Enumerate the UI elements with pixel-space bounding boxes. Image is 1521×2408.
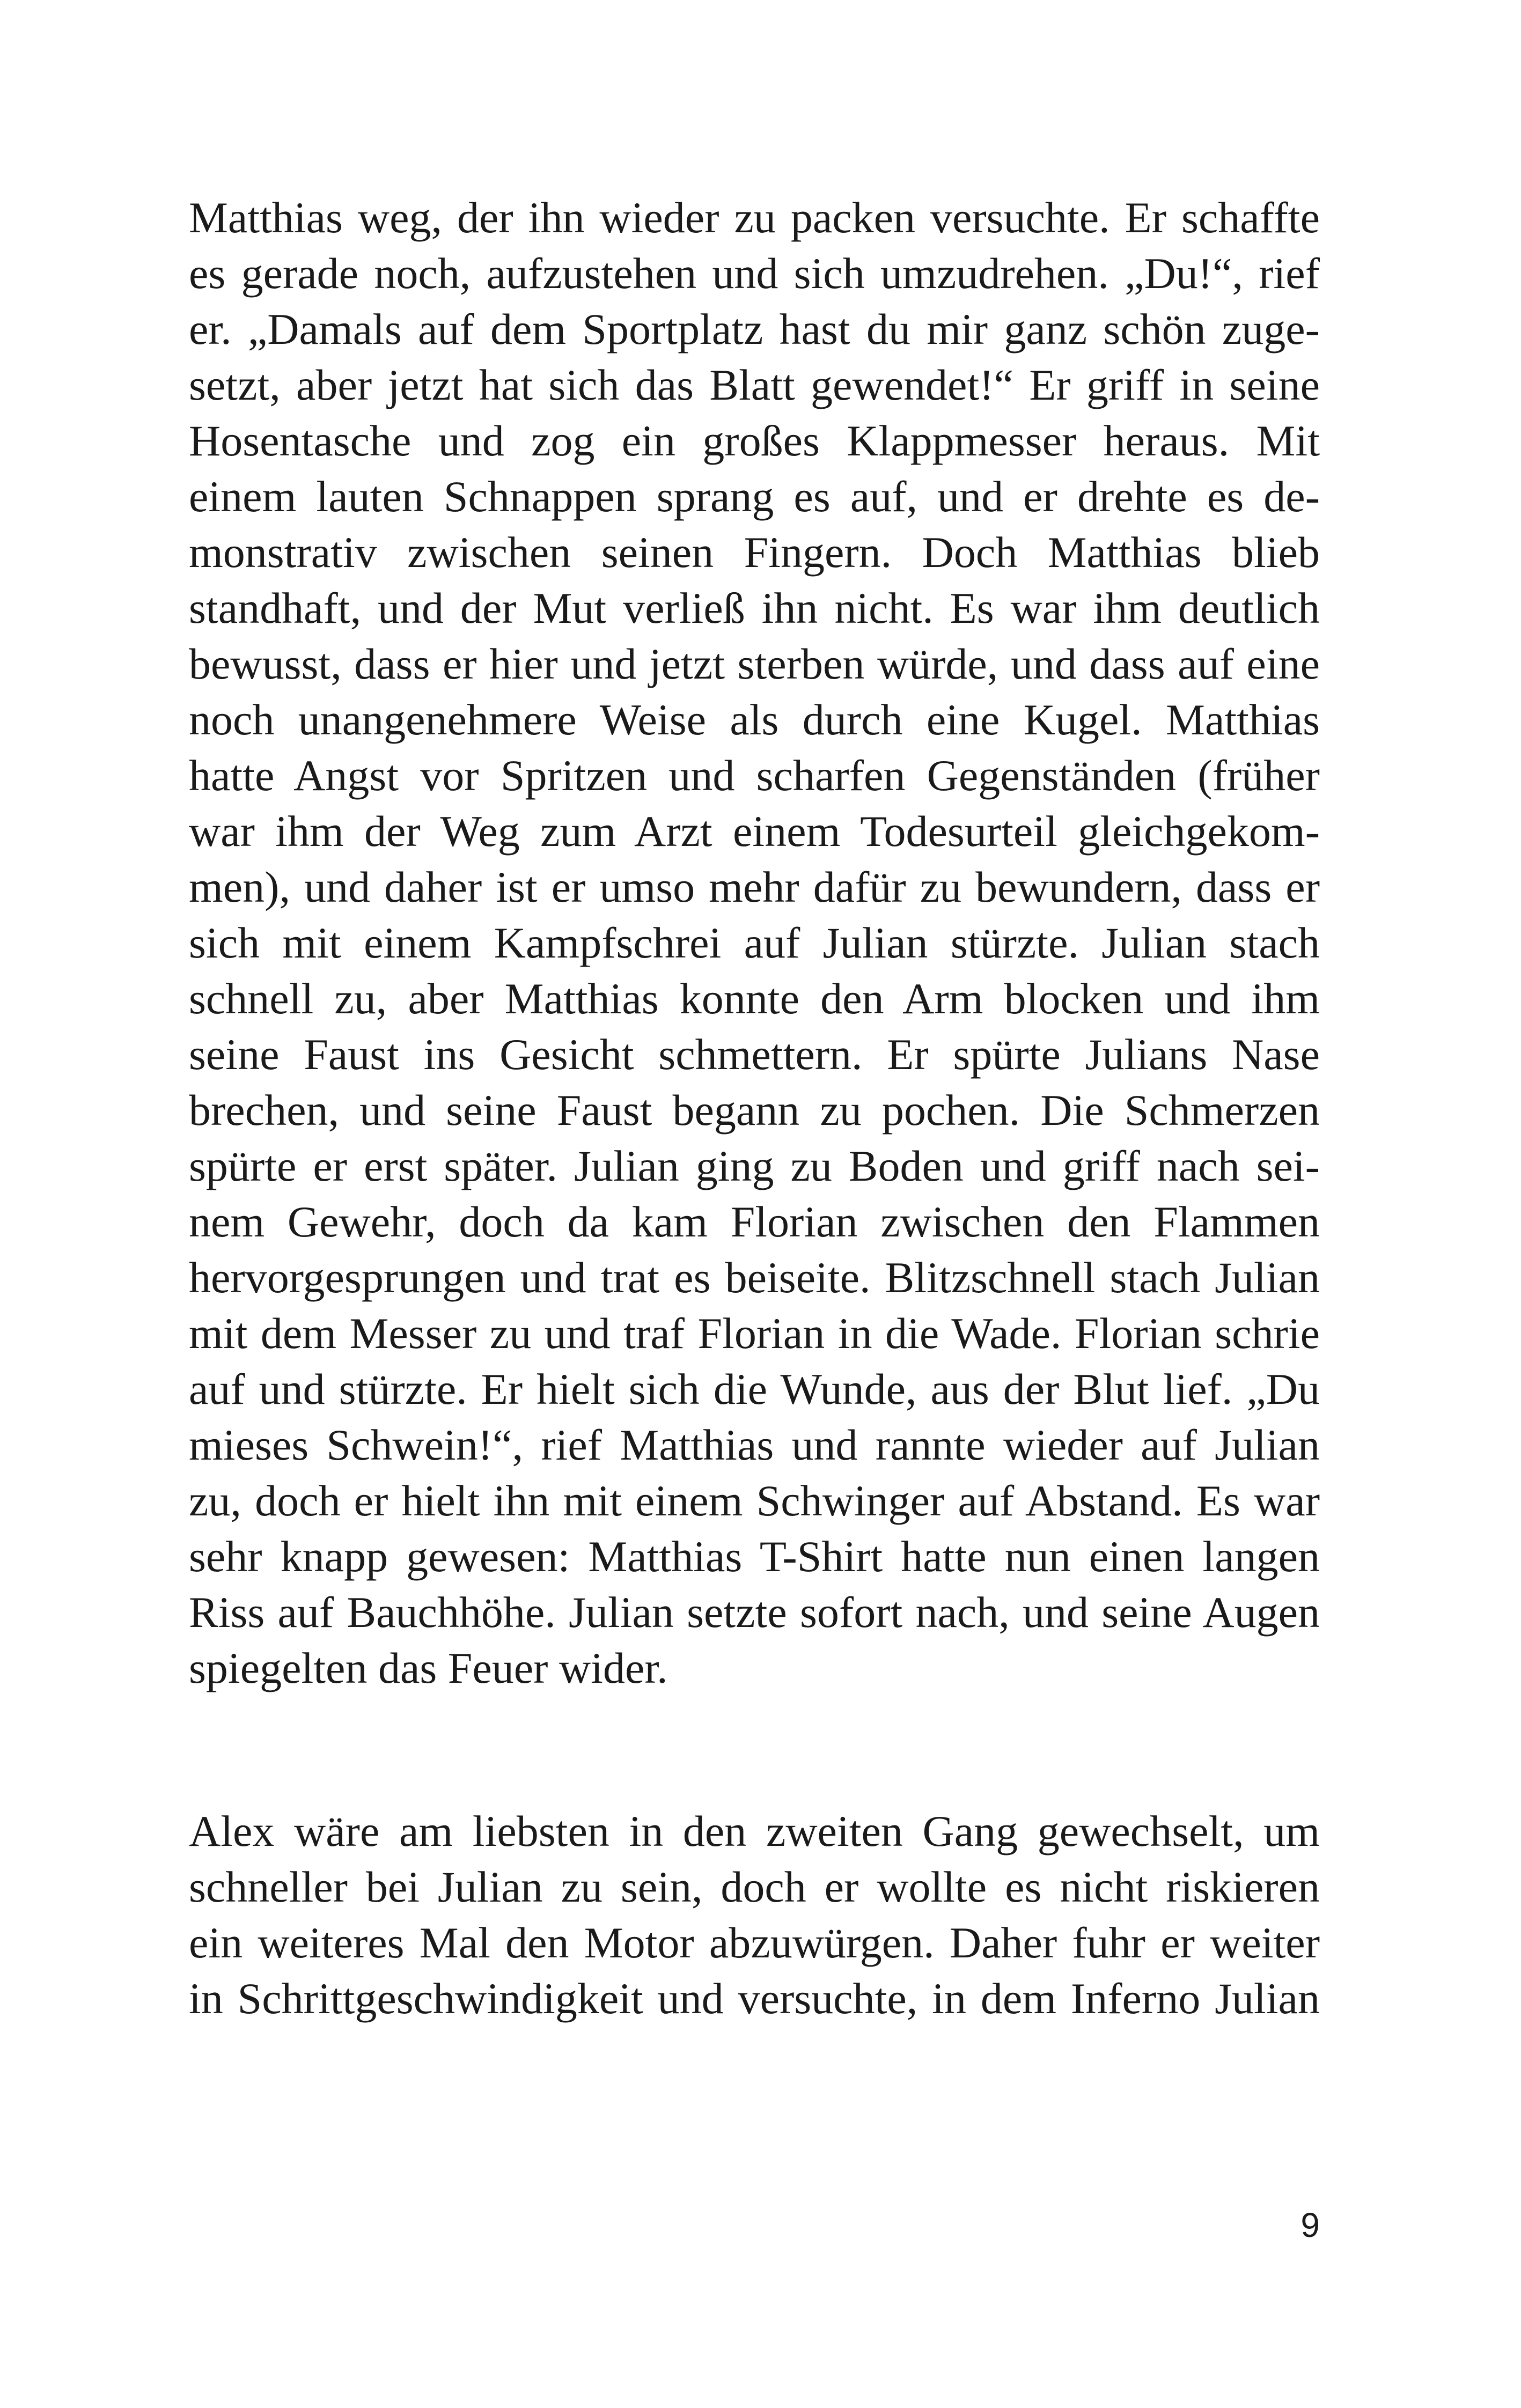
text-line: hervorgesprungen und trat es beiseite. Blitzschnell stach Julian [189,1253,1320,1302]
text-line: bewusst, dass er hier und jetzt sterben würde, und dass auf eine [189,639,1320,688]
text-line: ein weiteres Mal den Motor abzuwürgen. Daher fuhr er weiter [189,1918,1320,1967]
page-number: 9 [1300,2206,1320,2244]
text-line: mieses Schwein!“, rief Matthias und rannte wieder auf Julian [189,1420,1320,1469]
text-line: brechen, und seine Faust begann zu pochen. Die Schmerzen [189,1086,1320,1135]
text-line: Matthias weg, der ihn wieder zu packen versuchte. Er schaffte [189,193,1320,242]
text-line: zu, doch er hielt ihn mit einem Schwinger auf Abstand. Es war [189,1476,1320,1525]
text-line: einem lauten Schnappen sprang es auf, und er drehte es de- [189,472,1320,521]
text-line: in Schrittgeschwindigkeit und versuchte, in dem Inferno Julian [189,1974,1320,2023]
text-line: nem Gewehr, doch da kam Florian zwischen den Flammen [189,1197,1320,1246]
text-line: men), und daher ist er umso mehr dafür zu bewundern, dass er [189,863,1320,911]
text-line: spürte er erst später. Julian ging zu Boden und griff nach sei- [189,1142,1320,1190]
text-line: Riss auf Bauchhöhe. Julian setzte sofort nach, und seine Augen [189,1588,1320,1637]
text-line: es gerade noch, aufzustehen und sich umzudrehen. „Du!“, rief [189,249,1320,298]
text-line: auf und stürzte. Er hielt sich die Wunde, aus der Blut lief. „Du [189,1365,1320,1413]
text-line: hatte Angst vor Spritzen und scharfen Gegenständen (früher [189,751,1320,800]
text-line: spiegelten das Feuer wider. [189,1644,668,1692]
paragraph-2 [189,1803,1320,2027]
text-line: er. „Damals auf dem Sportplatz hast du mir ganz schön zuge- [189,305,1320,354]
text-line: Hosentasche und zog ein großes Klappmesser heraus. Mit [189,416,1320,465]
text-line: monstrativ zwischen seinen Fingern. Doch Matthias blieb [189,528,1320,577]
text-line: seine Faust ins Gesicht schmettern. Er spürte Julians Nase [189,1030,1320,1079]
text-line: mit dem Messer zu und traf Florian in die Wade. Florian schrie [189,1309,1320,1358]
text-line: schneller bei Julian zu sein, doch er wollte es nicht riskieren [189,1862,1320,1911]
text-line: war ihm der Weg zum Arzt einem Todesurteil gleichgekom- [189,807,1320,856]
text-line: Alex wäre am liebsten in den zweiten Gang gewechselt, um [189,1807,1320,1855]
text-line: setzt, aber jetzt hat sich das Blatt gewendet!“ Er griff in seine [189,360,1320,409]
text-line: schnell zu, aber Matthias konnte den Arm blocken und ihm [189,974,1320,1023]
text-line: sich mit einem Kampfschrei auf Julian stürzte. Julian stach [189,918,1320,967]
paragraph-1 [189,190,1320,1696]
text-line: standhaft, und der Mut verließ ihn nicht. Es war ihm deutlich [189,584,1320,632]
text-line: sehr knapp gewesen: Matthias T-Shirt hatte nun einen langen [189,1532,1320,1581]
text-line: noch unangenehmere Weise als durch eine Kugel. Matthias [189,695,1320,744]
